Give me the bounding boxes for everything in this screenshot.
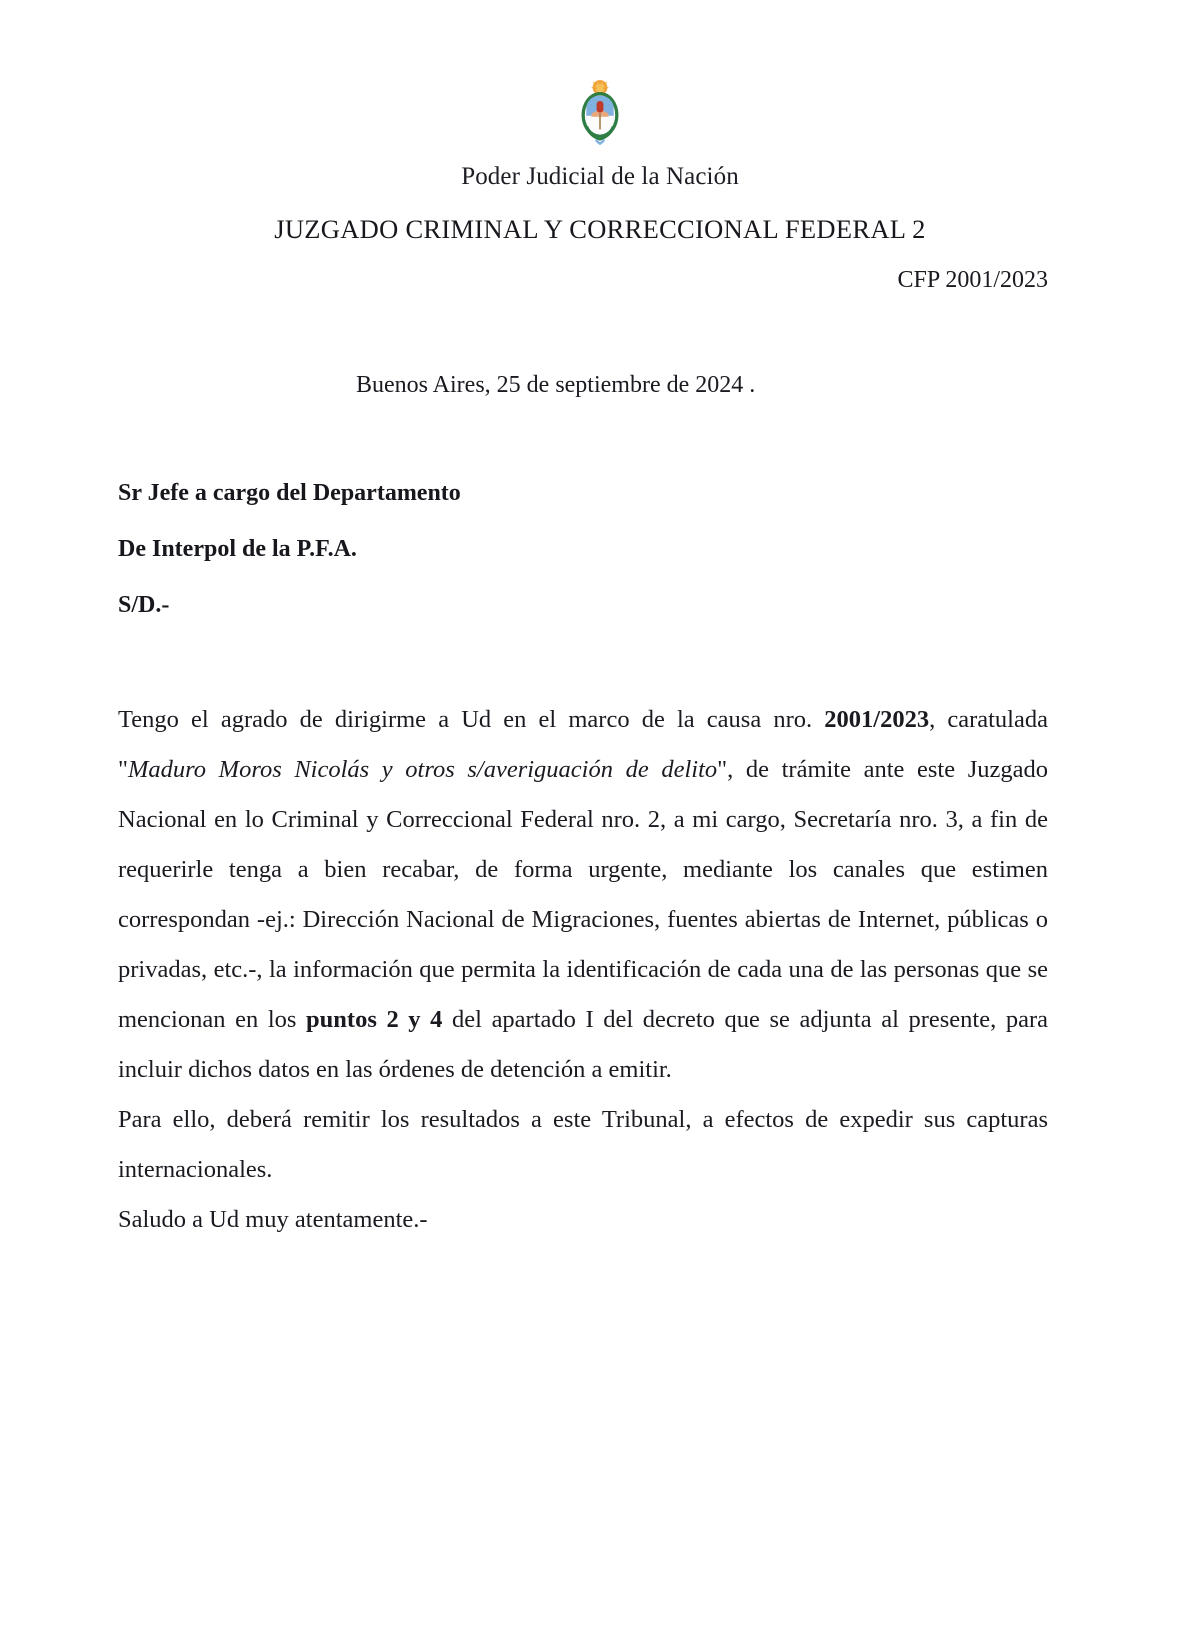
addressee-line-1: Sr Jefe a cargo del Departamento <box>118 480 461 506</box>
body-p1-segment-c: , de trámite ante este Juzgado Nacional en lo Criminal y Correccional Federal nro. 2, a mi cargo, Secretaría nro. 3, a fin de requerirle tenga a bien recabar, de forma urgente, mediante los canales que estimen correspondan -ej.: Dirección Nacional de Migraciones, fuentes abiertas de Internet, públicas o privadas, etc.-, la información que permita la identificación de cada una de las personas que se mencionan en los <box>118 756 1048 1033</box>
document-header <box>0 162 1200 294</box>
body-p1-case-title: Maduro Moros Nicolás y otros s/averiguación de delito <box>128 756 718 783</box>
body-copy <box>118 695 1048 1245</box>
body-p1-quote-open: " <box>118 756 129 783</box>
court-name-title: JUZGADO CRIMINAL Y CORRECCIONAL FEDERAL 2 <box>274 214 926 244</box>
addressee-line-2: De Interpol de la P.F.A. <box>118 536 357 562</box>
body-p1-segment-a: Tengo el agrado de dirigirme a Ud en el marco de la causa nro. <box>118 706 825 733</box>
place-and-date: Buenos Aires, 25 de septiembre de 2024 . <box>356 372 756 398</box>
closing-salutation: Saludo a Ud muy atentamente.- <box>118 1206 428 1233</box>
body-p1-segment-d: del apartado I del decreto que se adjunta al presente, para incluir dichos datos en las órdenes de detención a emitir. <box>118 1006 1049 1083</box>
addressee-line-3: S/D.- <box>118 592 170 618</box>
body-p1-case-number: 2001/2023 <box>824 706 930 733</box>
body-paragraph-1 <box>118 695 1048 1095</box>
court-branch-title: Poder Judicial de la Nación <box>461 163 739 190</box>
addressee-block <box>118 481 1048 617</box>
emblem-container <box>0 0 1200 150</box>
document-content <box>0 372 1200 1245</box>
body-p1-quote-close: " <box>717 756 728 783</box>
argentina-coat-of-arms-icon <box>571 78 629 150</box>
case-id: CFP 2001/2023 <box>897 267 1048 293</box>
body-p1-segment-b: , caratulada <box>929 706 1048 733</box>
body-p1-points-reference: puntos 2 y 4 <box>306 1006 443 1033</box>
body-paragraph-2: Para ello, deberá remitir los resultados a este Tribunal, a efectos de expedir sus capturas internacionales. <box>118 1106 1048 1183</box>
